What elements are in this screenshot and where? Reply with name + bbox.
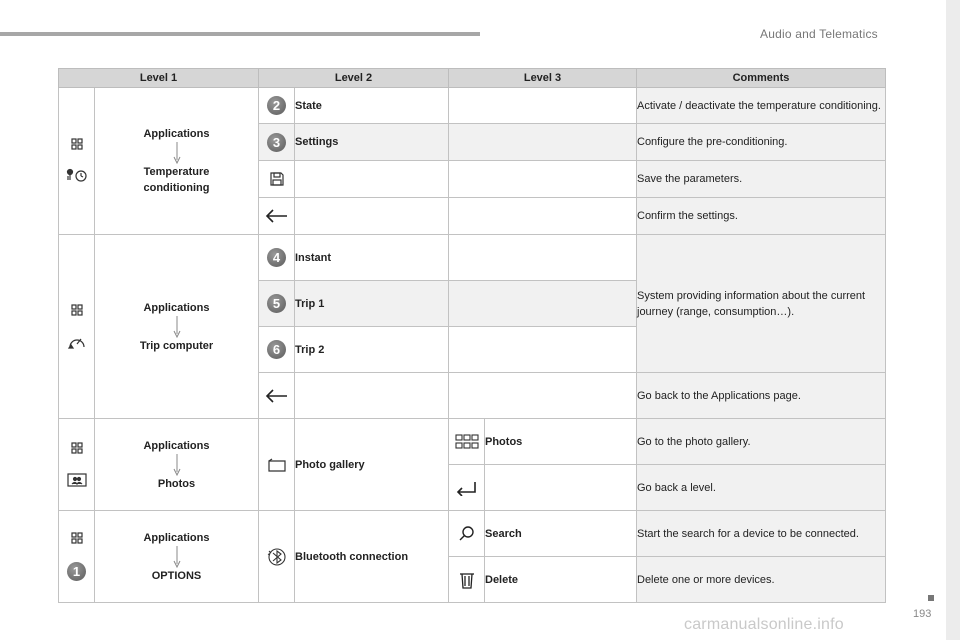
arrow-down-icon	[173, 454, 181, 476]
level3-cell	[449, 124, 637, 161]
watermark: carmanualsonline.info	[684, 616, 844, 633]
arrow-down-icon	[173, 142, 181, 164]
level1-bottom-label: OPTIONS	[151, 569, 202, 582]
callout-badge: 2	[267, 96, 286, 115]
trash-icon[interactable]	[459, 571, 475, 589]
level1-top-label: Applications	[143, 128, 210, 140]
comment-cell: Start the search for a device to be connected.	[637, 511, 886, 557]
apps-grid-icon	[71, 138, 83, 150]
icon-cell	[259, 198, 295, 235]
level1-icons	[59, 88, 95, 235]
thumbnails-icon[interactable]	[455, 434, 479, 450]
callout-badge: 1	[67, 562, 86, 581]
level1-icons	[59, 419, 95, 511]
level1-temperature	[95, 88, 259, 235]
level1-top-label: Applications	[143, 531, 210, 544]
menu-table	[58, 68, 886, 603]
table-row	[59, 235, 886, 281]
icon-cell	[449, 419, 485, 465]
table-header-row	[59, 69, 886, 88]
level2-label[interactable]: Trip 1	[295, 281, 449, 327]
level3-cell	[449, 88, 637, 124]
level1-icons	[59, 235, 95, 419]
table-row	[59, 88, 886, 124]
icon-cell	[259, 511, 295, 603]
level1-photos	[95, 419, 259, 511]
level1-bottom-label: Temperature conditioning	[143, 166, 210, 194]
header-level-2: Level 2	[259, 69, 449, 88]
level1-options	[95, 511, 259, 603]
return-icon[interactable]	[455, 480, 479, 496]
comment-cell: Save the parameters.	[637, 161, 886, 198]
level3-label[interactable]: Delete	[485, 557, 637, 603]
header-rule	[0, 32, 480, 36]
comment-cell: Go to the photo gallery.	[637, 419, 886, 465]
end-marker	[928, 595, 934, 601]
page-header-title: Audio and Telematics	[760, 27, 878, 41]
temperature-clock-icon	[66, 168, 88, 184]
icon-cell	[259, 373, 295, 419]
badge-cell	[259, 88, 295, 124]
level2-label	[295, 161, 449, 198]
level3-cell	[449, 327, 637, 373]
side-strip	[946, 0, 960, 640]
badge-cell	[259, 124, 295, 161]
back-arrow-icon[interactable]	[265, 208, 289, 224]
comment-cell: Confirm the settings.	[637, 198, 886, 235]
level2-label[interactable]: Photo gallery	[295, 419, 449, 511]
apps-grid-icon	[71, 442, 83, 454]
comment-cell: Delete one or more devices.	[637, 557, 886, 603]
level3-cell	[449, 161, 637, 198]
level1-bottom-label: Trip computer	[139, 339, 214, 352]
level3-cell	[449, 373, 637, 419]
comment-cell: Configure the pre-conditioning.	[637, 124, 886, 161]
level3-label[interactable]: Search	[485, 511, 637, 557]
level2-label[interactable]: Settings	[295, 124, 449, 161]
search-icon[interactable]	[458, 525, 476, 543]
level3-label[interactable]: Photos	[485, 419, 637, 465]
page-number: 193	[913, 608, 932, 620]
header-level-3: Level 3	[449, 69, 637, 88]
comment-cell: Activate / deactivate the temperature conditioning.	[637, 88, 886, 124]
arrow-down-icon	[173, 316, 181, 338]
callout-badge: 5	[267, 294, 286, 313]
callout-badge: 6	[267, 340, 286, 359]
level3-cell	[449, 235, 637, 281]
bluetooth-icon[interactable]	[267, 547, 287, 567]
trip-computer-icon	[67, 334, 87, 350]
level1-top-label: Applications	[143, 301, 210, 314]
comment-cell: Go back to the Applications page.	[637, 373, 886, 419]
icon-cell	[449, 511, 485, 557]
comment-cell: Go back a level.	[637, 465, 886, 511]
comment-cell: System providing information about the current journey (range, consumption…).	[637, 235, 886, 373]
apps-grid-icon	[71, 532, 83, 544]
level1-top-label: Applications	[143, 439, 210, 452]
badge-cell	[259, 235, 295, 281]
photo-frame-icon[interactable]	[267, 457, 287, 473]
header-level-1: Level 1	[59, 69, 259, 88]
level3-cell	[449, 198, 637, 235]
callout-badge: 3	[267, 133, 286, 152]
icon-cell	[259, 419, 295, 511]
level1-icons	[59, 511, 95, 603]
level2-label[interactable]: Instant	[295, 235, 449, 281]
badge-cell	[259, 281, 295, 327]
apps-grid-icon	[71, 304, 83, 316]
arrow-down-icon	[173, 546, 181, 568]
photo-icon	[67, 472, 87, 488]
level1-bottom-label: Photos	[157, 477, 196, 490]
level1-trip-computer	[95, 235, 259, 419]
level2-label[interactable]: Bluetooth connection	[295, 511, 449, 603]
callout-badge: 4	[267, 248, 286, 267]
table-row	[59, 511, 886, 557]
level2-label[interactable]: State	[295, 88, 449, 124]
back-arrow-icon[interactable]	[265, 388, 289, 404]
icon-cell	[449, 465, 485, 511]
badge-cell	[259, 327, 295, 373]
table-row	[59, 419, 886, 465]
save-icon[interactable]	[269, 171, 285, 187]
level3-cell	[449, 281, 637, 327]
icon-cell	[259, 161, 295, 198]
level2-label	[295, 373, 449, 419]
header-comments: Comments	[637, 69, 886, 88]
level2-label	[295, 198, 449, 235]
level2-label[interactable]: Trip 2	[295, 327, 449, 373]
level3-label	[485, 465, 637, 511]
icon-cell	[449, 557, 485, 603]
